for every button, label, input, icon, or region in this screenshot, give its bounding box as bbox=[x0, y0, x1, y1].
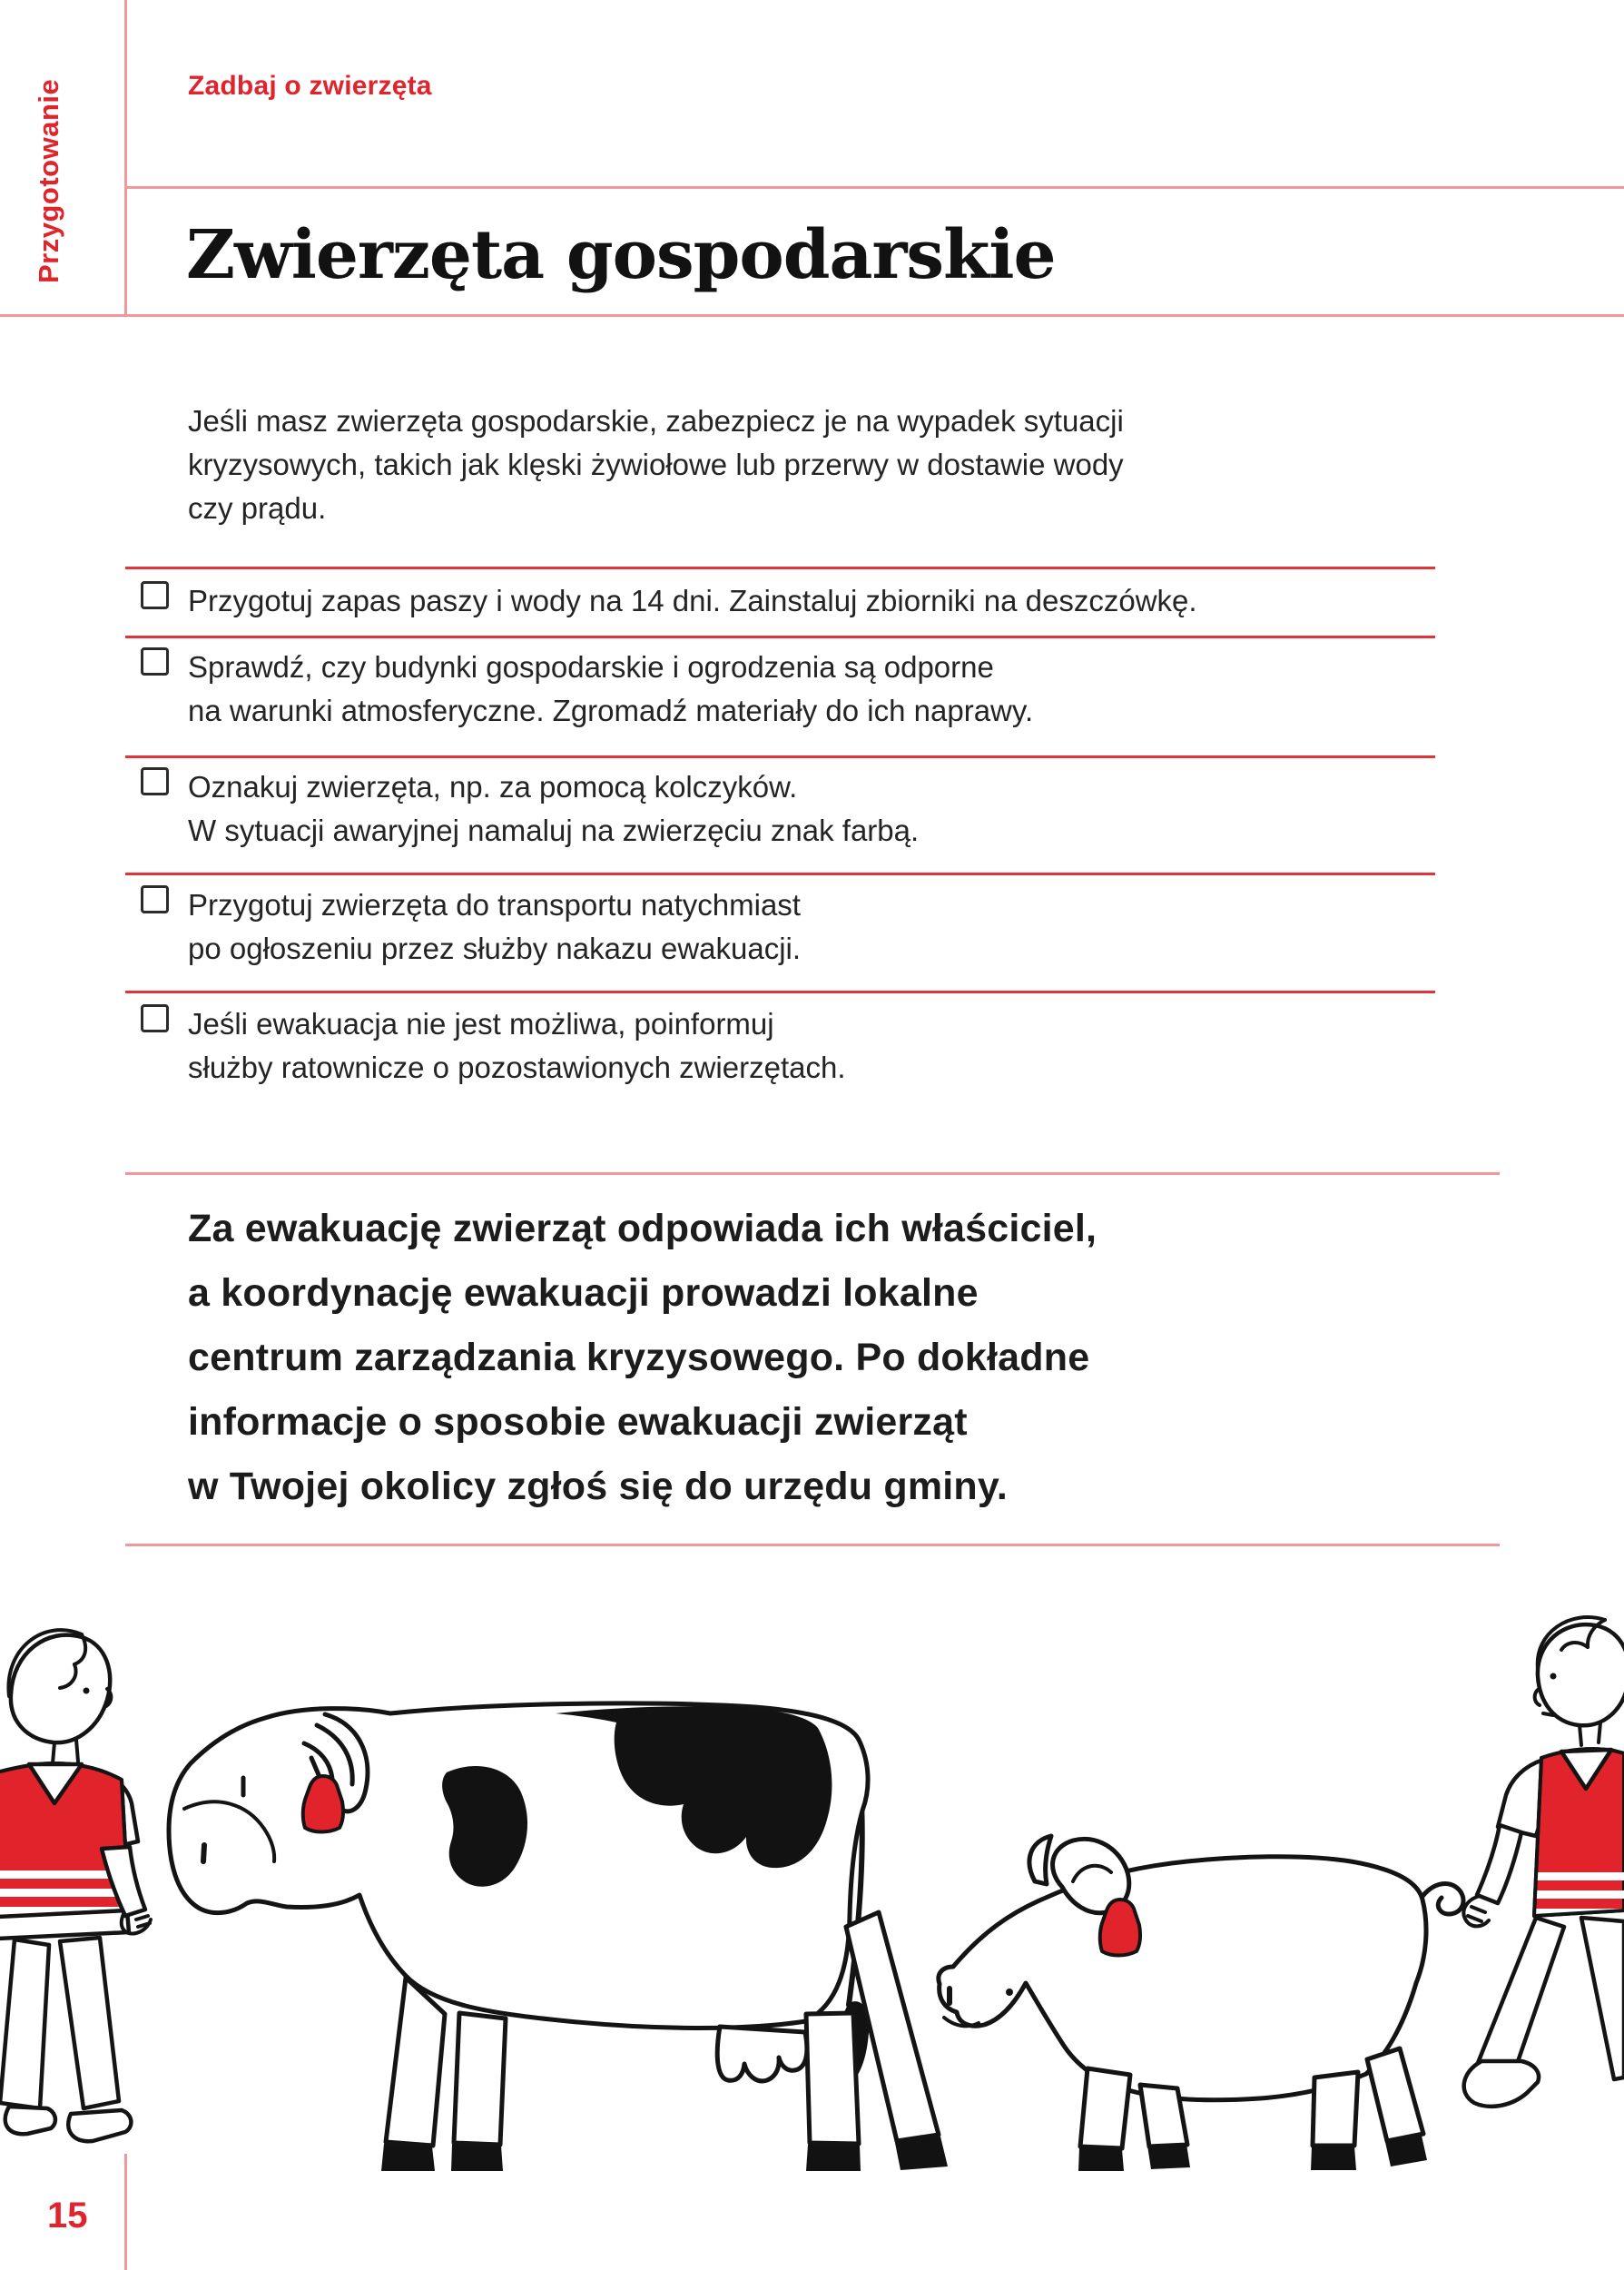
intro-paragraph bbox=[188, 400, 1232, 530]
checklist-line: Oznakuj zwierzęta, np. za pomocą kolczyków. bbox=[188, 770, 798, 804]
checkbox-icon bbox=[141, 885, 169, 913]
pig-leg bbox=[1140, 2085, 1187, 2147]
pig-leg bbox=[1313, 2072, 1358, 2146]
checklist-item-text bbox=[188, 646, 1422, 733]
shirt-hem bbox=[0, 1910, 129, 1939]
checklist-divider bbox=[125, 567, 1435, 569]
person-left-icon bbox=[0, 1630, 151, 2141]
callout-line: Za ewakuację zwierząt odpowiada ich właściciel, bbox=[188, 1207, 1097, 1250]
checklist-item bbox=[0, 579, 1452, 643]
checklist-item bbox=[0, 765, 1452, 865]
hoof bbox=[451, 2145, 503, 2171]
checklist-line: służby ratownicze o pozostawionych zwierzętach. bbox=[188, 1051, 846, 1084]
pig-leg bbox=[1080, 2068, 1130, 2148]
header-divider bbox=[125, 186, 1624, 189]
hoof bbox=[1311, 2147, 1356, 2170]
shoe bbox=[1464, 2061, 1539, 2107]
checklist-divider bbox=[125, 755, 1435, 758]
checklist-line: Jeśli ewakuacja nie jest możliwa, poinformuj bbox=[188, 1007, 774, 1041]
page-number: 15 bbox=[47, 2196, 88, 2235]
leg bbox=[0, 1939, 49, 2108]
checklist-item-text bbox=[188, 883, 1422, 971]
hoof bbox=[1147, 2144, 1190, 2169]
hoof bbox=[1078, 2147, 1124, 2171]
checkbox-icon bbox=[141, 1004, 169, 1032]
intro-line: Jeśli masz zwierzęta gospodarskie, zabezpiecz je na wypadek sytuacji bbox=[188, 404, 1124, 438]
pig-icon bbox=[939, 1836, 1463, 2171]
leg bbox=[1581, 1918, 1624, 2079]
leg bbox=[60, 1938, 119, 2108]
person-right-icon bbox=[1463, 1617, 1624, 2107]
callout-paragraph bbox=[188, 1197, 1459, 1519]
udder bbox=[717, 2027, 807, 2081]
farm-animals-evacuation-illustration bbox=[0, 1607, 1624, 2206]
breadcrumb-eyebrow: Zadbaj o zwierzęta bbox=[188, 71, 432, 101]
pig-body bbox=[939, 1857, 1426, 2100]
checkbox-icon bbox=[141, 647, 169, 676]
checklist-item-text bbox=[188, 1002, 1422, 1090]
checkbox-icon bbox=[141, 581, 169, 609]
cow-icon bbox=[169, 1703, 948, 2171]
hoof bbox=[806, 2145, 861, 2171]
callout-line: w Twojej okolicy zgłoś się do urzędu gminy. bbox=[188, 1465, 1008, 1508]
checklist-line: Przygotuj zwierzęta do transportu natychmiast bbox=[188, 888, 801, 922]
checklist-line: na warunki atmosferyczne. Zgromadź materiały do ich naprawy. bbox=[188, 694, 1034, 727]
shoe bbox=[68, 2110, 131, 2141]
callout-bottom-rule bbox=[125, 1544, 1500, 1546]
section-label-vertical: Przygotowanie bbox=[33, 78, 64, 283]
cow-hind-leg bbox=[806, 2013, 859, 2144]
red-ear-tag bbox=[1100, 1900, 1140, 1956]
page-title: Zwierzęta gospodarskie bbox=[186, 216, 1056, 294]
checkbox-icon bbox=[141, 767, 169, 795]
nostril bbox=[203, 1845, 204, 1861]
checklist-line: Przygotuj zapas paszy i wody na 14 dni. Zainstaluj zbiorniki na deszczówkę. bbox=[188, 584, 1197, 617]
title-divider bbox=[0, 314, 1624, 317]
checklist-item bbox=[0, 1002, 1452, 1102]
checklist-item-text bbox=[188, 765, 1422, 853]
callout-line: informacje o sposobie ewakuacji zwierząt bbox=[188, 1400, 968, 1444]
checklist-line: W sytuacji awaryjnej namaluj na zwierzęciu znak farbą. bbox=[188, 814, 920, 847]
callout-line: a koordynację ewakuacji prowadzi lokalne bbox=[188, 1271, 979, 1315]
callout-top-rule bbox=[125, 1172, 1500, 1175]
intro-line: czy prądu. bbox=[188, 491, 327, 525]
cow-front-leg bbox=[454, 2013, 506, 2145]
eye bbox=[84, 1688, 90, 1694]
eye bbox=[1550, 1673, 1557, 1680]
callout-line: centrum zarządzania kryzysowego. Po dokładne bbox=[188, 1336, 1090, 1379]
pig-eye bbox=[1006, 1989, 1013, 1996]
checklist-item bbox=[0, 883, 1452, 983]
pig-leg bbox=[1367, 2048, 1423, 2141]
red-ear-tag bbox=[303, 1776, 343, 1832]
checklist-item-text bbox=[188, 579, 1422, 623]
checklist-divider bbox=[125, 991, 1435, 993]
hoof bbox=[381, 2144, 435, 2171]
checklist-divider bbox=[125, 873, 1435, 875]
cow-front-leg bbox=[386, 1978, 445, 2146]
checklist-line: Sprawdź, czy budynki gospodarskie i ogrodzenia są odporne bbox=[188, 650, 994, 684]
checklist-line: po ogłoszeniu przez służby nakazu ewakuacji. bbox=[188, 932, 802, 965]
shoe bbox=[5, 2107, 55, 2134]
mouth bbox=[1543, 1713, 1553, 1715]
top-vertical-rule bbox=[124, 0, 127, 316]
leg bbox=[1478, 1918, 1564, 2078]
checklist-item bbox=[0, 646, 1452, 745]
arm bbox=[1477, 1825, 1521, 1903]
ear bbox=[1029, 1836, 1051, 1884]
intro-line: kryzysowych, takich jak klęski żywiołowe lub przerwy w dostawie wody bbox=[188, 448, 1124, 481]
